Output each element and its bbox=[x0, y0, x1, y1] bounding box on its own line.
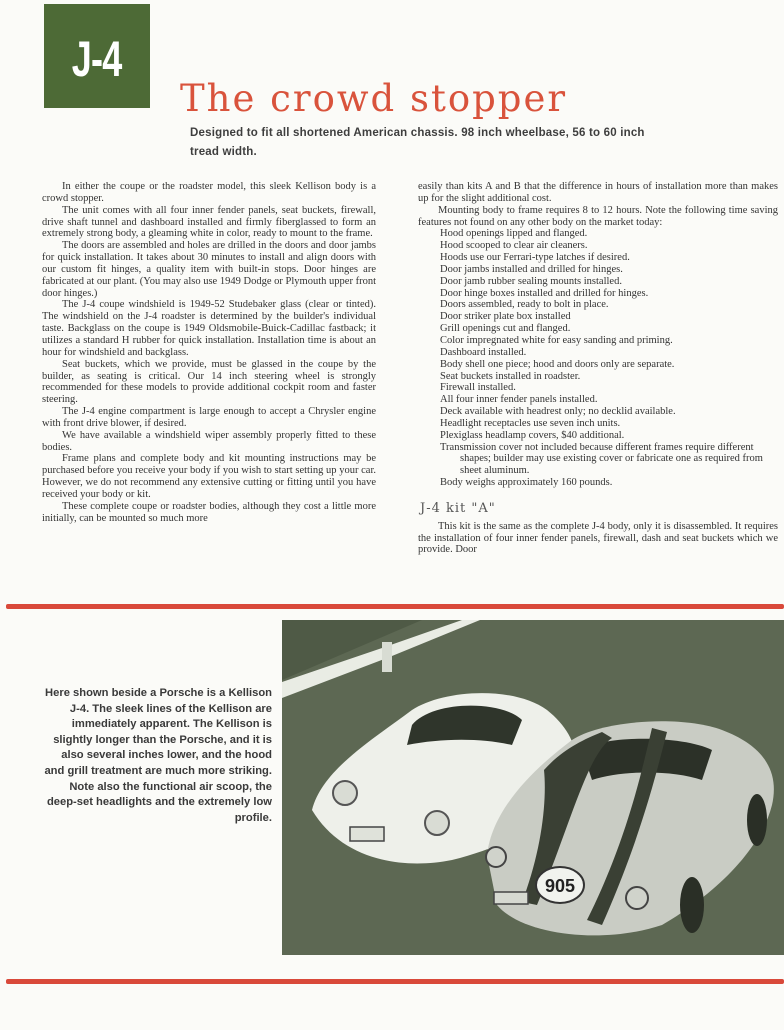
feature-item: Plexiglass headlamp covers, $40 additional. bbox=[440, 429, 625, 441]
paragraph: The J-4 coupe windshield is 1949-52 Studebaker glass (clear or tinted). The windshield on the J-4 roadster is determined by the builder's individual taste. Backglass on the coupe is 1949 Oldsmobile-Buick-Cadillac fastback; it utilizes a standard H rubber for quick installation. Installation time is about an hour for windshield and backglass. bbox=[42, 299, 376, 358]
photo-caption: Here shown beside a Porsche is a Kellison J-4. The sleek lines of the Kellison are immediately apparent. The Kellison is slightly longer than the Porsche, and it is also several inches lower, and the hood and grill treatment are much more striking. Note also the functional air scoop, the deep-set headlights and the extremely low profile. bbox=[44, 687, 272, 824]
paragraph: The unit comes with all four inner fender panels, seat buckets, firewall, drive shaft tunnel and dashboard installed and firmly fiberglassed to form an extremely strong body, a gleaming white in color, ready to mount to the frame. bbox=[42, 204, 376, 240]
feature-item: Transmission cover not included because different frames require different shapes; builder may use existing cover or fabricate one as required from sheet aluminum. bbox=[440, 441, 763, 477]
paragraph: We have available a windshield wiper assembly properly fitted to these bodies. bbox=[42, 429, 376, 453]
paragraph: The J-4 engine compartment is large enough to accept a Chrysler engine with front drive blower, if desired. bbox=[42, 406, 376, 429]
model-badge-label: J-4 bbox=[72, 31, 122, 87]
paragraph: In either the coupe or the roadster model, this sleek Kellison body is a crowd stopper. bbox=[42, 181, 376, 204]
feature-item: All four inner fender panels installed. bbox=[440, 394, 598, 406]
kit-a-heading: J-4 kit "A" bbox=[420, 500, 496, 516]
feature-item: Hood openings lipped and flanged. bbox=[440, 228, 588, 240]
cars-illustration bbox=[282, 620, 784, 955]
model-badge bbox=[44, 4, 150, 108]
feature-item: Seat buckets installed in roadster. bbox=[440, 370, 581, 382]
feature-item: Hood scooped to clear air cleaners. bbox=[440, 240, 588, 252]
feature-item: Headlight receptacles use seven inch units. bbox=[440, 417, 621, 429]
feature-item: Body shell one piece; hood and doors only are separate. bbox=[440, 358, 675, 370]
feature-item: Hoods use our Ferrari-type latches if desired. bbox=[440, 252, 630, 264]
feature-item: Door hinge boxes installed and drilled for hinges. bbox=[440, 287, 649, 299]
page-title: The crowd stopper bbox=[180, 76, 568, 120]
page-subtitle: Designed to fit all shortened American chassis. 98 inch wheelbase, 56 to 60 inch tread width. bbox=[190, 127, 645, 158]
divider-bottom bbox=[6, 979, 784, 984]
feature-item: Door striker plate box installed bbox=[440, 311, 571, 323]
paragraph: Seat buckets, which we provide, must be glassed in the coupe by the builder, as seating is critical. Our 14 inch steering wheel is strongly recommended for these models to provide additional cockpit room and faster steering. bbox=[42, 358, 376, 406]
paragraph: Frame plans and complete body and kit mounting instructions may be purchased before you receive your body if you wish to start setting up your car. However, we do not recommend any extensive cutting or fitting until you have received your body or kit. bbox=[42, 453, 376, 500]
continuation-paragraph: easily than kits A and B that the difference in hours of installation more than makes up for the slight additional cost. bbox=[418, 181, 778, 204]
paragraph: These complete coupe or roadster bodies, although they cost a little more initially, can be mounted so much more bbox=[42, 500, 376, 524]
feature-item: Body weighs approximately 160 pounds. bbox=[440, 477, 613, 489]
feature-item: Doors assembled, ready to bolt in place. bbox=[440, 299, 609, 311]
kit-a-paragraph: This kit is the same as the complete J-4 body, only it is disassembled. It requires the installation of four inner fender panels, firewall, dash and seat buckets which we provide. Door bbox=[418, 520, 778, 556]
divider-top bbox=[6, 604, 784, 609]
feature-item: Door jambs installed and drilled for hinges. bbox=[440, 263, 623, 275]
features-intro: Mounting body to frame requires 8 to 12 hours. Note the following time saving features not found on any other body on the market today: bbox=[418, 204, 778, 228]
feature-item: Grill openings cut and flanged. bbox=[440, 323, 571, 335]
left-column bbox=[42, 181, 376, 524]
feature-item: Firewall installed. bbox=[440, 382, 516, 394]
feature-list bbox=[418, 228, 778, 489]
feature-item: Dashboard installed. bbox=[440, 346, 527, 358]
paragraph: The doors are assembled and holes are drilled in the doors and door jambs for quick installation. It takes about 30 minutes to install and align doors with our custom fit hinges, a quality item with built-in stops. Door hinges are fabricated at our plant. (You may also use 1949 Dodge or Plymouth upper front door hinges.) bbox=[42, 240, 376, 299]
feature-item: Door jamb rubber sealing mounts installed. bbox=[440, 275, 622, 287]
cars-photo bbox=[282, 620, 784, 955]
race-number: 905 bbox=[544, 876, 576, 896]
feature-item: Deck available with headrest only; no decklid available. bbox=[440, 406, 676, 418]
feature-item: Color impregnated white for easy sanding and priming. bbox=[440, 334, 673, 346]
right-column bbox=[418, 181, 778, 556]
